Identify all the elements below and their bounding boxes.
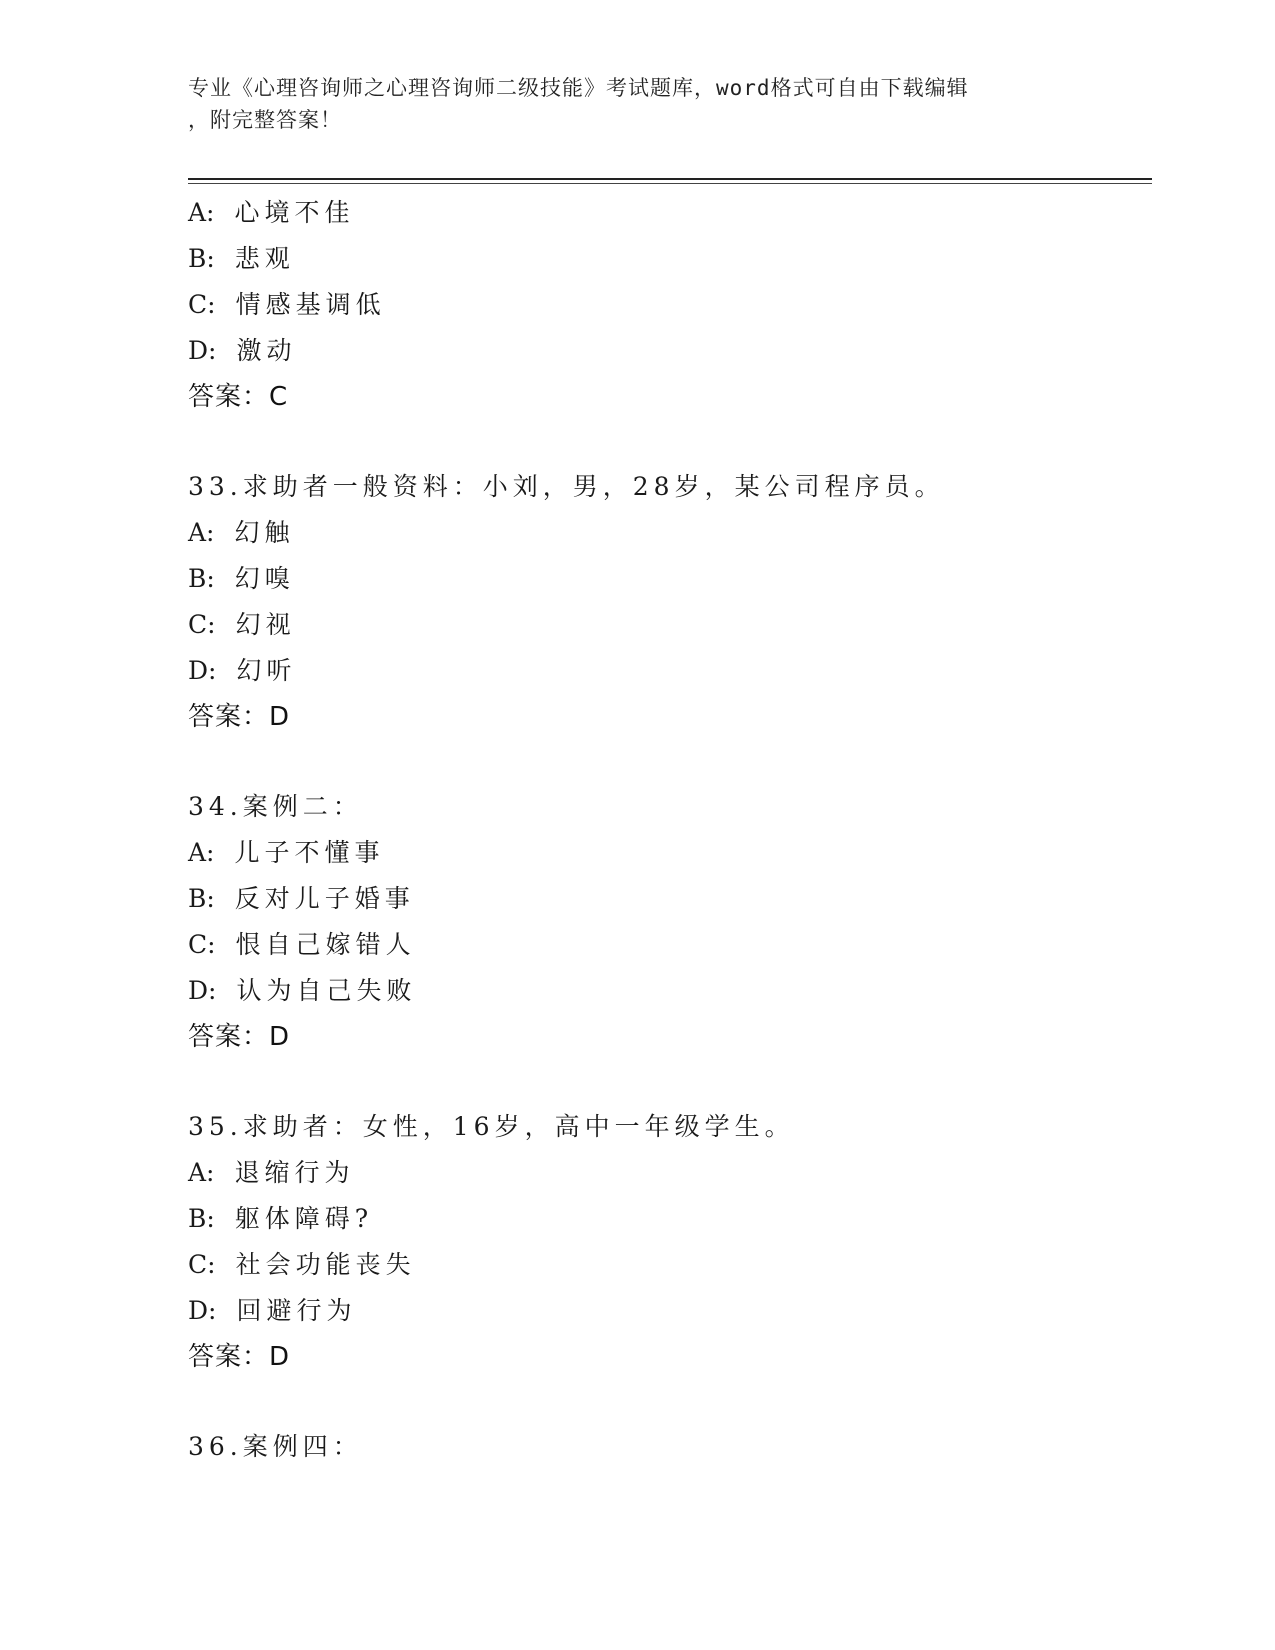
option-text: 儿子不懂事 xyxy=(234,838,385,867)
question-block xyxy=(188,190,1148,420)
option-text: 退缩行为 xyxy=(234,1158,355,1187)
option-text: 激动 xyxy=(236,336,297,365)
option-text: 认为自己失败 xyxy=(236,976,417,1005)
option-letter: C: xyxy=(188,290,216,319)
header-title-line-1: 专业《心理咨询师之心理咨询师二级技能》考试题库，word格式可自由下载编辑 xyxy=(188,76,969,100)
answer-line: 答案：C xyxy=(188,382,289,412)
header-divider-thick xyxy=(188,178,1152,180)
option-text: 恨自己嫁错人 xyxy=(235,930,416,959)
header-divider-thin xyxy=(188,183,1152,184)
option-letter: D: xyxy=(188,336,217,365)
option-a xyxy=(188,190,1148,236)
option-b xyxy=(188,236,1148,282)
option-letter: A: xyxy=(188,198,215,227)
option-b xyxy=(188,1196,1148,1242)
option-letter: C: xyxy=(188,1250,216,1279)
option-letter: A: xyxy=(188,518,215,547)
option-c xyxy=(188,602,1148,648)
option-letter: A: xyxy=(188,1158,215,1187)
answer-line: 答案：D xyxy=(188,702,291,732)
option-letter: A: xyxy=(188,838,215,867)
option-c xyxy=(188,282,1148,328)
option-c xyxy=(188,1242,1148,1288)
question-block xyxy=(188,1104,1148,1380)
option-text: 幻听 xyxy=(236,656,297,685)
option-letter: D: xyxy=(188,656,217,685)
question-text: 34.案例二： xyxy=(188,792,363,821)
option-text: 幻嗅 xyxy=(234,564,295,593)
option-letter: D: xyxy=(188,1296,217,1325)
option-text: 社会功能丧失 xyxy=(235,1250,416,1279)
question-block xyxy=(188,464,1148,740)
block-spacer xyxy=(188,420,1148,464)
option-text: 躯体障碍? xyxy=(234,1204,374,1233)
option-a xyxy=(188,830,1148,876)
option-text: 幻视 xyxy=(235,610,296,639)
block-spacer xyxy=(188,1060,1148,1104)
option-d xyxy=(188,968,1148,1014)
document-header xyxy=(188,72,1068,136)
option-text: 反对儿子婚事 xyxy=(234,884,415,913)
option-a xyxy=(188,1150,1148,1196)
option-letter: B: xyxy=(188,564,215,593)
option-text: 情感基调低 xyxy=(235,290,386,319)
option-b xyxy=(188,556,1148,602)
block-spacer xyxy=(188,740,1148,784)
option-d xyxy=(188,1288,1148,1334)
option-a xyxy=(188,510,1148,556)
question-text: 35.求助者：女性，16岁，高中一年级学生。 xyxy=(188,1112,795,1141)
question-text: 36.案例四： xyxy=(188,1432,363,1461)
answer-line: 答案：D xyxy=(188,1022,291,1052)
option-text: 悲观 xyxy=(234,244,295,273)
question-text: 33.求助者一般资料：小刘，男，28岁，某公司程序员。 xyxy=(188,472,945,501)
option-letter: B: xyxy=(188,244,215,273)
option-text: 心境不佳 xyxy=(234,198,355,227)
option-letter: C: xyxy=(188,610,216,639)
option-letter: C: xyxy=(188,930,216,959)
option-text: 回避行为 xyxy=(236,1296,357,1325)
question-block xyxy=(188,1424,1148,1470)
question-list xyxy=(188,190,1148,1470)
option-b xyxy=(188,876,1148,922)
option-d xyxy=(188,648,1148,694)
option-d xyxy=(188,328,1148,374)
option-c xyxy=(188,922,1148,968)
header-title-line-2: ，附完整答案！ xyxy=(188,108,342,132)
option-letter: B: xyxy=(188,884,215,913)
option-letter: D: xyxy=(188,976,217,1005)
option-text: 幻触 xyxy=(234,518,295,547)
option-letter: B: xyxy=(188,1204,215,1233)
block-spacer xyxy=(188,1380,1148,1424)
question-block xyxy=(188,784,1148,1060)
answer-line: 答案：D xyxy=(188,1342,291,1372)
